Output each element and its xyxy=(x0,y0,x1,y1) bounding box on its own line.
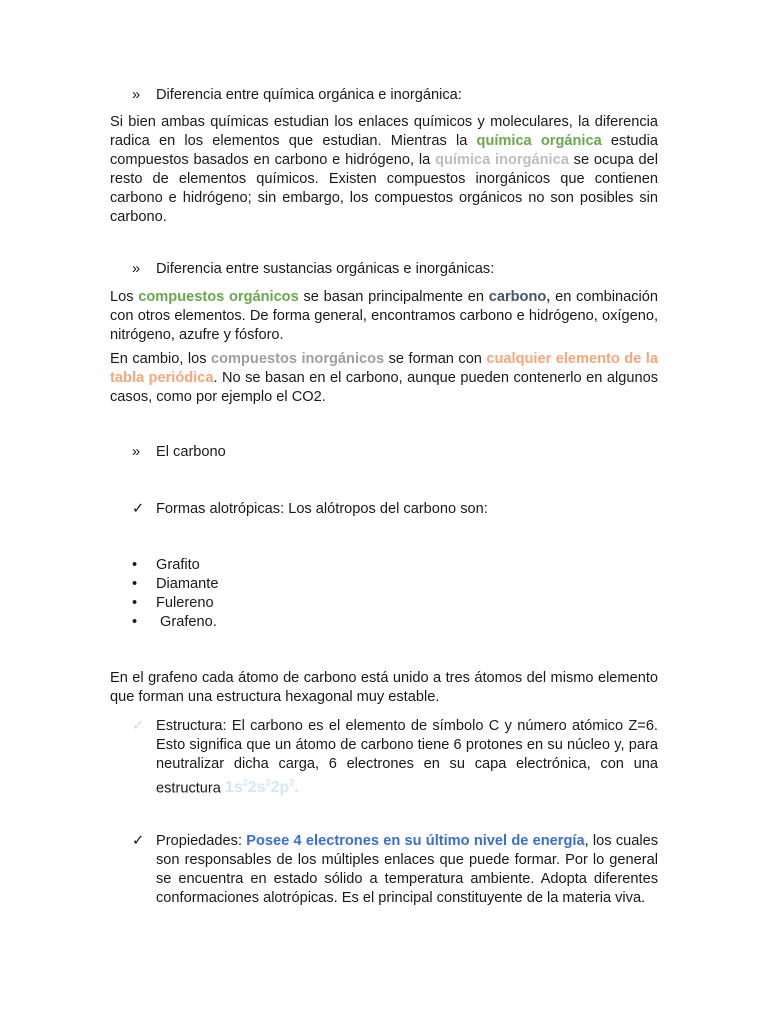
paragraph-chemistry-difference: Si bien ambas químicas estudian los enlaces químicos y moleculares, la diferencia radica en los elementos que estudian. Mientras la química orgánica estudia compuestos basados en carbono e hidrógeno, la química inorgánica se ocupa del resto de elementos químicos. Existen compuestos inorgánicos que contienen carbono e hidrógeno; sin embargo, los compuestos orgánicos no son posibles sin carbono. xyxy=(110,114,658,225)
paragraph-organic-compounds: Los compuestos orgánicos se basan principalmente en carbono, en combinación con otros elementos. De forma general, encontramos carbono e hidrógeno, oxígeno, nitrógeno, azufre y fósforo. xyxy=(110,289,658,343)
properties-block xyxy=(110,832,658,908)
bullet-dot-icon: • xyxy=(132,595,138,611)
term-organic-compounds: compuestos orgánicos xyxy=(138,289,299,305)
section-heading-text: El carbono xyxy=(156,444,226,460)
section-heading-text: Diferencia entre sustancias orgánicas e inorgánicas: xyxy=(156,261,495,277)
properties-text: Propiedades: Posee 4 electrones en su último nivel de energía, los cuales son responsables de los múltiples enlaces que puede formar. Por lo general se encuentra en estado sólido a temperatura ambiente. Adopta diferentes conformaciones alotrópicas. Es el principal constituyente de la materia viva. xyxy=(156,833,659,906)
term-organic-chemistry: química orgánica xyxy=(476,133,602,149)
structure-block xyxy=(110,717,658,798)
chevron-bullet-icon: » xyxy=(132,261,141,277)
term-carbon: carbono, xyxy=(488,289,551,305)
bullet-dot-icon: • xyxy=(132,557,138,573)
section-heading-text: Diferencia entre química orgánica e inorgánica: xyxy=(156,87,462,103)
list-item: • Grafito xyxy=(132,557,200,573)
term-inorganic-compounds: compuestos inorgánicos xyxy=(211,351,385,367)
list-item: • Fulereno xyxy=(132,595,214,611)
term-inorganic-chemistry: química inorgánica xyxy=(435,152,569,168)
paragraph-inorganic-compounds: En cambio, los compuestos inorgánicos se forman con cualquier elemento de la tabla periódica. No se basan en el carbono, aunque pueden contenerlo en algunos casos, como por ejemplo el CO2. xyxy=(110,351,658,405)
checkmark-icon: ✓ xyxy=(132,718,145,734)
allotropes-heading-text: Formas alotrópicas: Los alótropos del carbono son: xyxy=(156,501,488,517)
checkmark-icon: ✓ xyxy=(132,833,145,849)
chevron-bullet-icon: » xyxy=(132,444,141,460)
paragraph-graphene: En el grafeno cada átomo de carbono está unido a tres átomos del mismo elemento que forman una estructura hexagonal muy estable. xyxy=(110,670,658,705)
list-item: • Grafeno. xyxy=(132,614,217,630)
bullet-dot-icon: • xyxy=(132,576,138,592)
structure-text: Estructura: El carbono es el elemento de símbolo C y número atómico Z=6. Esto significa que un átomo de carbono tiene 6 protones en su núcleo y, para neutralizar dicha carga, 6 electrones en su capa electrónica, con una estructura $1s^22s^22p^2$. xyxy=(156,718,658,797)
electron-configuration: $1s^22s^22p^2$. xyxy=(224,778,299,797)
checkmark-icon: ✓ xyxy=(132,501,145,517)
list-item: • Diamante xyxy=(132,576,219,592)
allotropes-list xyxy=(110,556,658,632)
term-periodic-table: cualquier elemento de la tabla periódica xyxy=(110,351,658,386)
chevron-bullet-icon: » xyxy=(132,87,141,103)
term-four-electrons: Posee 4 electrones en su último nivel de energía xyxy=(246,833,585,849)
bullet-dot-icon: • xyxy=(132,614,138,630)
